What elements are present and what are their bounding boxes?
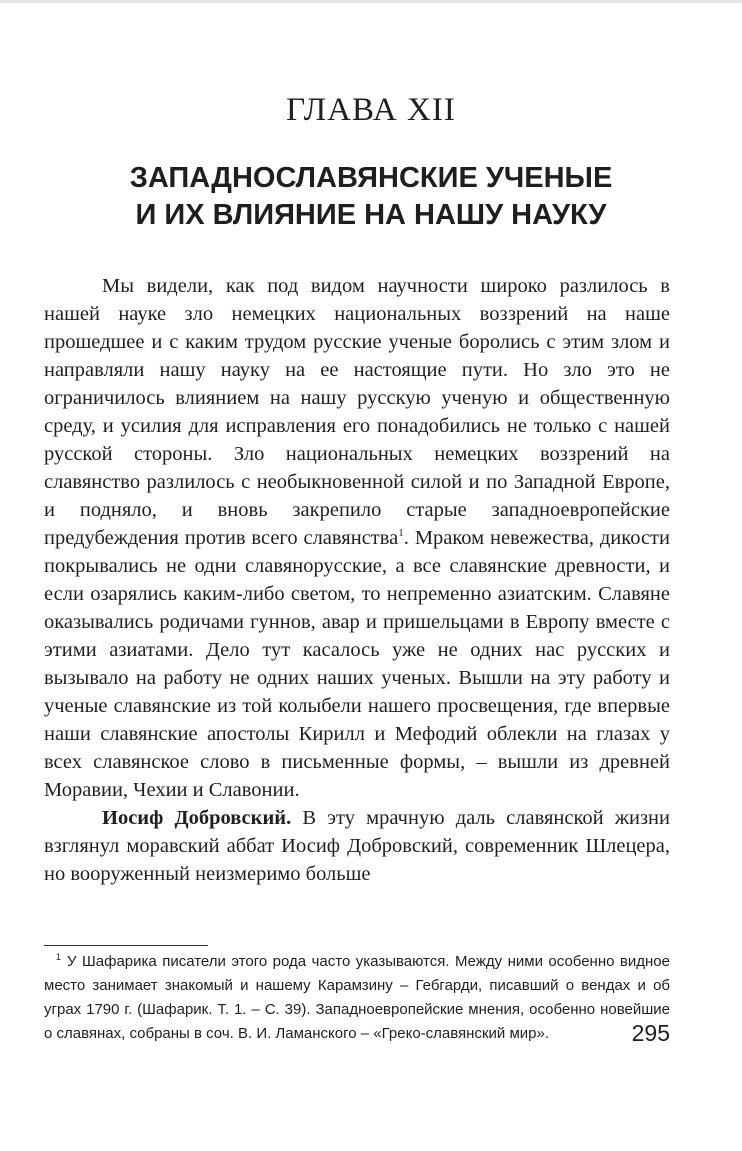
chapter-heading: ГЛАВА XII (286, 92, 456, 128)
footnote-separator (44, 945, 208, 946)
footnote-text: У Шафарика писатели этого рода часто указываются. Между ними особенно видное место занимает знакомый и нашему Карамзину – Гебгарди, писавший о вендах и об уграх 1790 г. (Шафарик. Т. 1. – С. 39). Западноевропейские мнения, особенно новейшие о славянах, собраны в соч. В. И. Ламанского – «Греко-славянский мир». (44, 953, 670, 1042)
chapter-title (0, 160, 742, 234)
page-number: 295 (631, 1020, 670, 1046)
body-text (44, 272, 670, 888)
paragraph-2-text: В эту мрачную даль славянской жизни взглянул моравский аббат Иосиф Добровский, современник Шлецера, но вооруженный неизмеримо больше (44, 807, 670, 885)
footnote-paragraph (44, 950, 670, 1046)
footnote (44, 950, 670, 1046)
chapter-title-line-1: ЗАПАДНОСЛАВЯНСКИЕ УЧЕНЫЕ (129, 162, 613, 194)
paragraph-1-part-1: Мы видели, как под видом научности широко разлилось в нашей науке зло немецких национальных воззрений на наше прошедшее и с каким трудом русские ученые боролись с этим злом и направляли нашу науку на ее настоящие пути. Но зло это не ограничилось влиянием на нашу русскую ученую и общественную среду, и усилия для исправления его понадобились не только с нашей русской стороны. Зло национальных немецких воззрений на славянство разлилось с необыкновенной силой и по Западной Европе, и подняло, и вновь закрепило старые западноевропейские предубеждения против всего славянства (44, 275, 670, 549)
footnote-mark: 1 (56, 952, 62, 962)
paragraph-2-lead: Иосиф Добровский. (102, 807, 292, 829)
paragraph-1 (44, 272, 670, 804)
paragraph-1-part-2: . Мраком невежества, дикости покрывались не одни славянорусские, а все славянские древности, и если озарялись каким-либо светом, то непременно азиатским. Славяне оказывались родичами гуннов, авар и пришельцами в Европу вместе с этими азиатами. Дело тут касалось уже не одних нас русских и вызывало на работу не одних наших ученых. Вышли на эту работу и ученые славянские из той колыбели нашего просвещения, где впервые наши славянские апостолы Кирилл и Мефодий облекли на глазах у всех славянское слово в письменные формы, – вышли из древней Моравии, Чехии и Славонии. (44, 527, 670, 801)
page-top-edge (0, 0, 742, 3)
chapter-title-line-2: И ИХ ВЛИЯНИЕ НА НАШУ НАУКУ (135, 199, 607, 231)
paragraph-2 (44, 804, 670, 888)
footnote-reference: 1 (398, 527, 404, 540)
